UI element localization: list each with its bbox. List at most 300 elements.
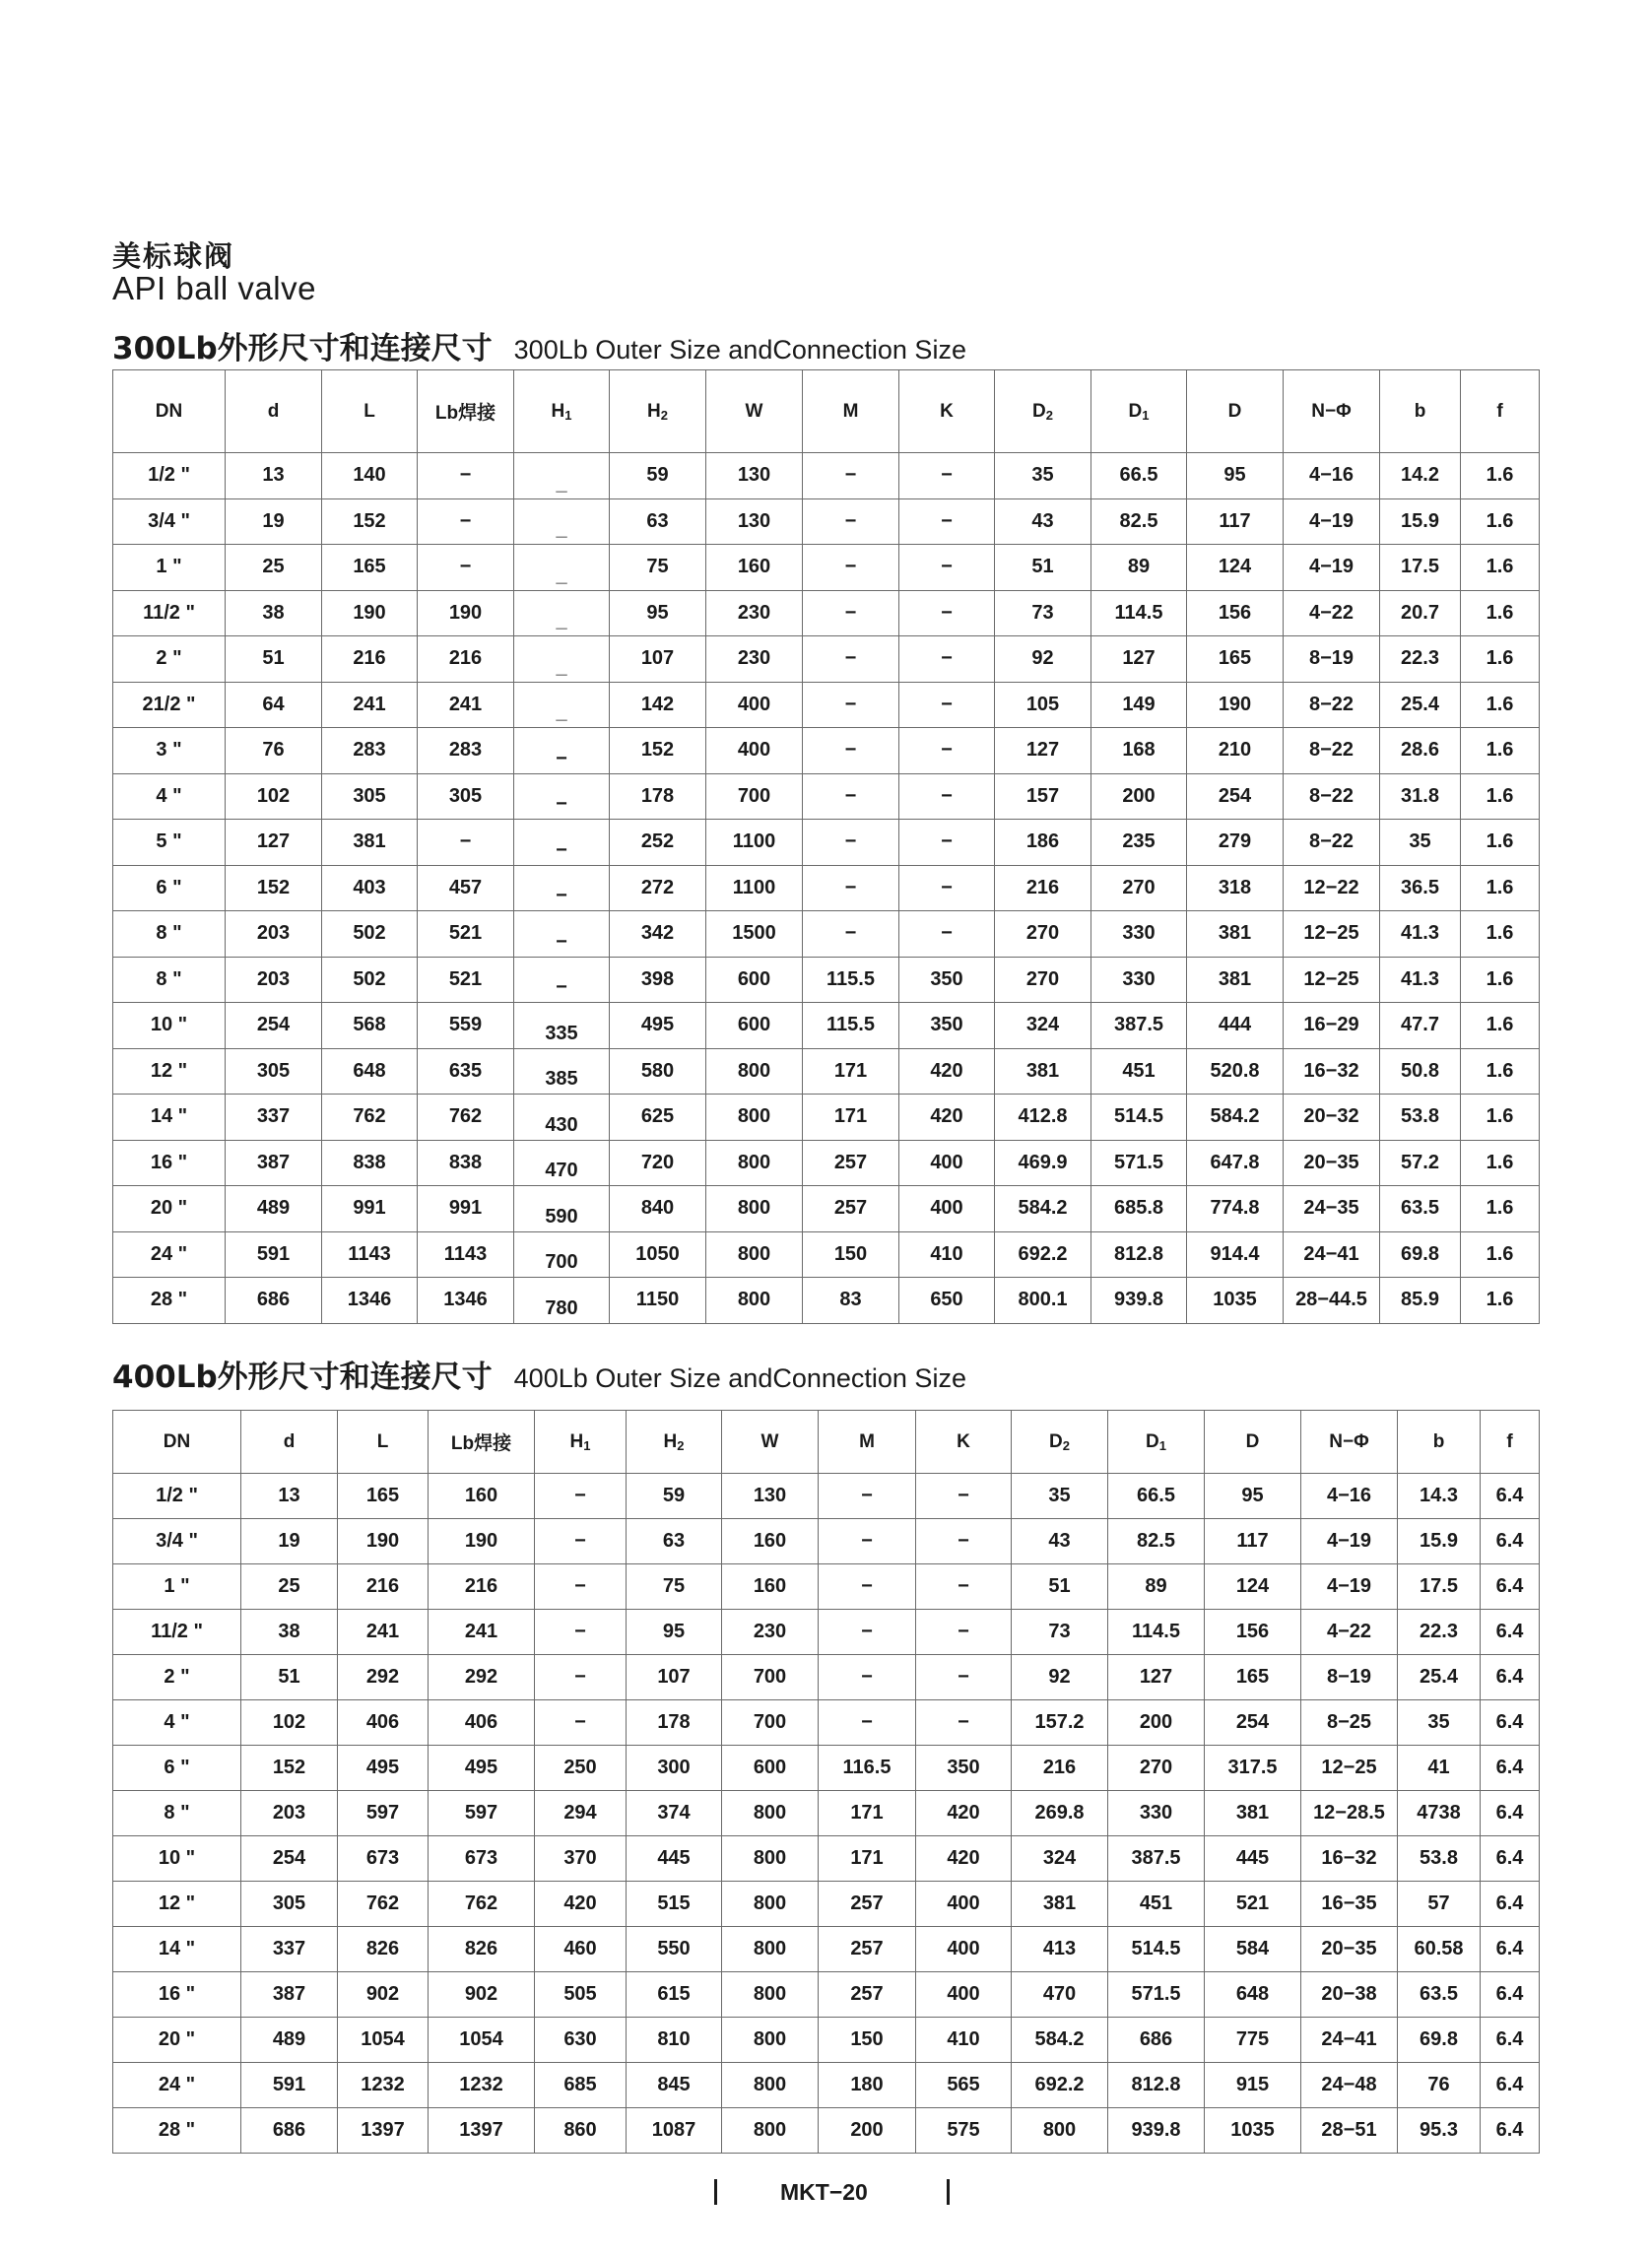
table-cell: 337 (226, 1095, 322, 1141)
table-cell: 8−22 (1284, 773, 1380, 820)
table-cell: 156 (1205, 1610, 1301, 1655)
header-d: d (226, 370, 322, 453)
table-cell: 250 (535, 1746, 627, 1791)
table-cell: − (803, 498, 899, 545)
table-cell: 31.8 (1380, 773, 1461, 820)
table-cell: 700 (514, 1231, 610, 1278)
table-cell: 24 " (113, 1231, 226, 1278)
table-cell: 630 (535, 2018, 627, 2063)
table-row (113, 1972, 1540, 2018)
table-row (113, 911, 1540, 958)
table-cell: 692.2 (1012, 2063, 1108, 2108)
table-cell: 235 (1091, 820, 1187, 866)
table-cell: 400 (899, 1186, 995, 1232)
table-cell: 514.5 (1091, 1095, 1187, 1141)
table-cell: 190 (429, 1519, 535, 1564)
table-cell: 800 (722, 1972, 819, 2018)
table-cell: 59 (610, 453, 706, 499)
table-cell: 13 (226, 453, 322, 499)
table-cell: 6.4 (1481, 1610, 1540, 1655)
table-cell: 6.4 (1481, 2063, 1540, 2108)
table-cell: _ (514, 682, 610, 728)
table-cell: − (899, 636, 995, 683)
table-cell: 1.6 (1461, 1003, 1540, 1049)
table-cell: 430 (514, 1095, 610, 1141)
table-cell: 12 " (113, 1882, 241, 1927)
table-cell: 774.8 (1187, 1186, 1284, 1232)
table-cell: 22.3 (1398, 1610, 1481, 1655)
table-cell: − (803, 636, 899, 683)
table-cell: 292 (429, 1655, 535, 1700)
header-d1 (1091, 370, 1187, 453)
table-cell: 28−51 (1301, 2108, 1398, 2154)
table-cell: 269.8 (1012, 1791, 1108, 1836)
header-d: d (241, 1411, 338, 1474)
table-cell: 230 (706, 590, 803, 636)
table-cell: 14 " (113, 1095, 226, 1141)
table-cell: 178 (627, 1700, 722, 1746)
table-cell: 38 (226, 590, 322, 636)
table-cell: 420 (899, 1095, 995, 1141)
table-cell: 252 (610, 820, 706, 866)
table-row (113, 1186, 1540, 1232)
header-k: K (916, 1411, 1012, 1474)
table-cell: 1.6 (1461, 682, 1540, 728)
table-cell: 381 (995, 1048, 1091, 1095)
table-cell: 505 (535, 1972, 627, 2018)
table-cell: 840 (610, 1186, 706, 1232)
table-cell: 60.58 (1398, 1927, 1481, 1972)
table-cell: 1.6 (1461, 1140, 1540, 1186)
table-cell: 20−35 (1301, 1927, 1398, 1972)
table-body (113, 453, 1540, 1324)
header-l: L (338, 1411, 429, 1474)
header-h1-base: H (551, 400, 565, 422)
table-cell: 107 (627, 1655, 722, 1700)
table-cell: 584.2 (1187, 1095, 1284, 1141)
table-cell: 25.4 (1380, 682, 1461, 728)
table-cell: 59 (627, 1474, 722, 1519)
table-cell: 41.3 (1380, 957, 1461, 1003)
table-cell: 73 (1012, 1610, 1108, 1655)
table-cell: 241 (418, 682, 514, 728)
header-d2 (995, 370, 1091, 453)
header-d1-base: D (1146, 1430, 1159, 1452)
table-cell: 800 (722, 2108, 819, 2154)
table-cell: − (803, 820, 899, 866)
table-cell: 95 (627, 1610, 722, 1655)
table-cell: 180 (819, 2063, 916, 2108)
table-cell: 398 (610, 957, 706, 1003)
table-row (113, 2108, 1540, 2154)
header-w: W (706, 370, 803, 453)
table-cell: 16−35 (1301, 1882, 1398, 1927)
table-cell: 105 (995, 682, 1091, 728)
table-cell: 165 (1205, 1655, 1301, 1700)
table-cell: 991 (418, 1186, 514, 1232)
table-cell: 470 (514, 1140, 610, 1186)
table-cell: 1035 (1187, 1278, 1284, 1324)
table-cell: 385 (514, 1048, 610, 1095)
table-cell: 270 (1108, 1746, 1205, 1791)
table-cell: 66.5 (1091, 453, 1187, 499)
table-cell: 8 " (113, 957, 226, 1003)
table-cell: − (899, 820, 995, 866)
table-cell: 20 " (113, 2018, 241, 2063)
table-row (113, 1882, 1540, 1927)
table-cell: 413 (1012, 1927, 1108, 1972)
table-row (113, 957, 1540, 1003)
table-cell: − (535, 1655, 627, 1700)
table-cell: 1087 (627, 2108, 722, 2154)
table-cell: 19 (241, 1519, 338, 1564)
table-body (113, 1474, 1540, 2154)
table-cell: 241 (429, 1610, 535, 1655)
table-cell: 8−22 (1284, 682, 1380, 728)
table-cell: 838 (418, 1140, 514, 1186)
table-cell: 152 (226, 865, 322, 911)
page-title-en: API ball valve (112, 270, 316, 306)
table-cell: 635 (418, 1048, 514, 1095)
table-cell: 600 (722, 1746, 819, 1791)
table-cell: 127 (1091, 636, 1187, 683)
table-cell: 720 (610, 1140, 706, 1186)
table-cell: − (916, 1610, 1012, 1655)
table-cell: 200 (1108, 1700, 1205, 1746)
table-cell: 12−25 (1284, 957, 1380, 1003)
table-cell: 1.6 (1461, 545, 1540, 591)
table-header-row (113, 370, 1540, 453)
table-cell: 1054 (429, 2018, 535, 2063)
table-cell: 130 (706, 498, 803, 545)
table-row (113, 1519, 1540, 1564)
table-cell: 800 (722, 1927, 819, 1972)
table-cell: 203 (226, 911, 322, 958)
header-f: f (1461, 370, 1540, 453)
table-cell: 648 (322, 1048, 418, 1095)
table-cell: 257 (803, 1186, 899, 1232)
table-cell: 28 " (113, 2108, 241, 2154)
table-cell: 559 (418, 1003, 514, 1049)
table-cell: 1150 (610, 1278, 706, 1324)
table-cell: 15.9 (1380, 498, 1461, 545)
table-cell: 127 (995, 728, 1091, 774)
table-cell: 35 (1398, 1700, 1481, 1746)
table-cell: 51 (995, 545, 1091, 591)
table-cell: 330 (1091, 957, 1187, 1003)
table-cell: 28.6 (1380, 728, 1461, 774)
table-cell: 374 (627, 1791, 722, 1836)
table-cell: 152 (241, 1746, 338, 1791)
table-cell: 69.8 (1380, 1231, 1461, 1278)
table-cell: 149 (1091, 682, 1187, 728)
table-cell: 571.5 (1091, 1140, 1187, 1186)
table-cell: 1.6 (1461, 498, 1540, 545)
table-cell: 270 (995, 957, 1091, 1003)
table-cell: 1/2 " (113, 1474, 241, 1519)
table-cell: 114.5 (1091, 590, 1187, 636)
table-cell: 1.6 (1461, 1048, 1540, 1095)
table-cell: 350 (899, 1003, 995, 1049)
table-cell: 1.6 (1461, 590, 1540, 636)
table-cell: _ (514, 636, 610, 683)
table-cell: 800 (722, 1882, 819, 1927)
table-cell: 12−22 (1284, 865, 1380, 911)
table-cell: 502 (322, 957, 418, 1003)
table-cell: 190 (1187, 682, 1284, 728)
table-cell: 420 (899, 1048, 995, 1095)
table-cell: − (418, 453, 514, 499)
section-title-en: 300Lb Outer Size andConnection Size (513, 335, 966, 365)
table-cell: 381 (1187, 911, 1284, 958)
table-cell: − (899, 773, 995, 820)
table-cell: 254 (241, 1836, 338, 1882)
table-cell: 575 (916, 2108, 1012, 2154)
table-row (113, 2063, 1540, 2108)
table-cell: 6.4 (1481, 1882, 1540, 1927)
table-cell: 381 (1205, 1791, 1301, 1836)
table-cell: − (819, 1474, 916, 1519)
footer-divider (714, 2179, 717, 2205)
table-cell: 775 (1205, 2018, 1301, 2063)
table-cell: 83 (803, 1278, 899, 1324)
table-cell: 47.7 (1380, 1003, 1461, 1049)
table-cell: 1035 (1205, 2108, 1301, 2154)
table-cell: − (899, 545, 995, 591)
table-cell: 216 (1012, 1746, 1108, 1791)
table-cell: 400 (899, 1140, 995, 1186)
table-cell: 1.6 (1461, 728, 1540, 774)
table-cell: 4−16 (1301, 1474, 1398, 1519)
table-cell: 1100 (706, 865, 803, 911)
table-cell: 75 (610, 545, 706, 591)
table-cell: 1.6 (1461, 911, 1540, 958)
table-cell: 305 (226, 1048, 322, 1095)
table-row (113, 1564, 1540, 1610)
table-cell: 403 (322, 865, 418, 911)
header-d1-sub: 1 (1142, 407, 1150, 423)
table-cell: 470 (1012, 1972, 1108, 2018)
table-cell: 342 (610, 911, 706, 958)
table-cell: 6 " (113, 1746, 241, 1791)
table-cell: 673 (338, 1836, 429, 1882)
table-cell: 4 " (113, 773, 226, 820)
table-cell: − (803, 865, 899, 911)
table-cell: 1.6 (1461, 1278, 1540, 1324)
table-cell: 257 (819, 1927, 916, 1972)
table-cell: 330 (1108, 1791, 1205, 1836)
table-cell: 254 (226, 1003, 322, 1049)
header-lb-weld: Lb焊接 (429, 1411, 535, 1474)
table-cell: 6.4 (1481, 2108, 1540, 2154)
table-cell: 168 (1091, 728, 1187, 774)
table-cell: 142 (610, 682, 706, 728)
table-cell: 1346 (322, 1278, 418, 1324)
table-cell: 35 (1380, 820, 1461, 866)
table-row (113, 1140, 1540, 1186)
table-cell: 521 (418, 911, 514, 958)
header-d2-base: D (1049, 1430, 1063, 1452)
header-flange-d: D (1205, 1411, 1301, 1474)
table-cell: 124 (1205, 1564, 1301, 1610)
table-cell: 4−19 (1301, 1519, 1398, 1564)
table-cell: 165 (322, 545, 418, 591)
table-row (113, 1746, 1540, 1791)
table-cell: 1100 (706, 820, 803, 866)
table-cell: 584.2 (1012, 2018, 1108, 2063)
table-cell: 130 (706, 453, 803, 499)
table-cell: 200 (819, 2108, 916, 2154)
table-cell: − (514, 773, 610, 820)
table-cell: 57.2 (1380, 1140, 1461, 1186)
footer-divider (947, 2179, 950, 2205)
table-cell: 445 (627, 1836, 722, 1882)
table-cell: 673 (429, 1836, 535, 1882)
table-cell: − (418, 498, 514, 545)
table-cell: 12−28.5 (1301, 1791, 1398, 1836)
table-cell: 6.4 (1481, 1474, 1540, 1519)
table-cell: − (803, 545, 899, 591)
table-cell: 8 " (113, 911, 226, 958)
table-cell: 600 (706, 957, 803, 1003)
header-flange-d: D (1187, 370, 1284, 453)
table-cell: 22.3 (1380, 636, 1461, 683)
header-h1-sub: 1 (583, 1437, 591, 1453)
table-cell: 762 (418, 1095, 514, 1141)
table-cell: 63.5 (1398, 1972, 1481, 2018)
table-row (113, 1791, 1540, 1836)
table-cell: 3/4 " (113, 1519, 241, 1564)
table-cell: 1.6 (1461, 820, 1540, 866)
table-cell: 1397 (429, 2108, 535, 2154)
table-cell: 157 (995, 773, 1091, 820)
table-cell: 580 (610, 1048, 706, 1095)
table-cell: 4−22 (1284, 590, 1380, 636)
table-cell: 1050 (610, 1231, 706, 1278)
table-cell: 257 (819, 1972, 916, 2018)
table-cell: 6.4 (1481, 1927, 1540, 1972)
table-cell: 387.5 (1091, 1003, 1187, 1049)
table-cell: − (916, 1474, 1012, 1519)
table-cell: 1.6 (1461, 1095, 1540, 1141)
table-cell: − (535, 1700, 627, 1746)
table-cell: 400 (706, 728, 803, 774)
table-cell: 160 (429, 1474, 535, 1519)
page-footer (0, 2179, 1652, 2209)
table-cell: 350 (899, 957, 995, 1003)
table-cell: 63 (610, 498, 706, 545)
table-cell: 406 (338, 1700, 429, 1746)
table-cell: 939.8 (1091, 1278, 1187, 1324)
table-cell: 762 (338, 1882, 429, 1927)
table-cell: − (535, 1519, 627, 1564)
table-cell: 171 (819, 1791, 916, 1836)
table-cell: 939.8 (1108, 2108, 1205, 2154)
table-cell: 95.3 (1398, 2108, 1481, 2154)
table-cell: − (916, 1564, 1012, 1610)
header-n-phi: N−Φ (1301, 1411, 1398, 1474)
table-cell: 762 (429, 1882, 535, 1927)
table-cell: − (803, 911, 899, 958)
table-cell: 160 (722, 1519, 819, 1564)
section-title-cn: 400Lb外形尺寸和连接尺寸 (112, 1360, 493, 1395)
table-cell: 127 (226, 820, 322, 866)
table-cell: 190 (322, 590, 418, 636)
table-cell: 10 " (113, 1836, 241, 1882)
table-cell: 6.4 (1481, 1519, 1540, 1564)
table-cell: 8−22 (1284, 728, 1380, 774)
table-cell: 521 (418, 957, 514, 1003)
table-cell: 95 (1187, 453, 1284, 499)
table-cell: 8−19 (1301, 1655, 1398, 1700)
section-title-cn: 300Lb外形尺寸和连接尺寸 (112, 331, 493, 366)
table-cell: 568 (322, 1003, 418, 1049)
table-cell: 178 (610, 773, 706, 820)
table-cell: 381 (322, 820, 418, 866)
table-cell: 381 (1012, 1882, 1108, 1927)
table-cell: 305 (241, 1882, 338, 1927)
header-w: W (722, 1411, 819, 1474)
table-cell: 800.1 (995, 1278, 1091, 1324)
table-row (113, 1095, 1540, 1141)
header-d1-base: D (1128, 400, 1143, 422)
table-cell: 800 (706, 1186, 803, 1232)
table-cell: 460 (535, 1927, 627, 1972)
section-title-en: 400Lb Outer Size andConnection Size (513, 1363, 966, 1393)
table-cell: 157.2 (1012, 1700, 1108, 1746)
table-header-row (113, 1411, 1540, 1474)
table-cell: 124 (1187, 545, 1284, 591)
table-cell: 35 (1012, 1474, 1108, 1519)
table-cell: 272 (610, 865, 706, 911)
table-cell: 63 (627, 1519, 722, 1564)
table-cell: 82.5 (1108, 1519, 1205, 1564)
table-row (113, 2018, 1540, 2063)
header-d1-sub: 1 (1158, 1437, 1166, 1453)
table-cell: 150 (819, 2018, 916, 2063)
table-cell: 140 (322, 453, 418, 499)
page-title-cn: 美标球阀 (112, 239, 235, 273)
table-cell: 685.8 (1091, 1186, 1187, 1232)
table-cell: 3/4 " (113, 498, 226, 545)
table-cell: − (418, 545, 514, 591)
table-cell: − (514, 957, 610, 1003)
table-cell: 387 (226, 1140, 322, 1186)
table-cell: 200 (1091, 773, 1187, 820)
table-cell: 150 (803, 1231, 899, 1278)
table-cell: 107 (610, 636, 706, 683)
table-cell: 700 (722, 1655, 819, 1700)
table-cell: 115.5 (803, 957, 899, 1003)
table-cell: 11/2 " (113, 590, 226, 636)
table-cell: 216 (429, 1564, 535, 1610)
table-row (113, 1474, 1540, 1519)
table-cell: − (899, 728, 995, 774)
section-400lb-title (112, 1352, 966, 1396)
table-cell: − (899, 498, 995, 545)
table-cell: 75 (627, 1564, 722, 1610)
table-cell: − (819, 1700, 916, 1746)
table-cell: 700 (722, 1700, 819, 1746)
table-cell: 597 (429, 1791, 535, 1836)
table-cell: 25 (226, 545, 322, 591)
table-cell: 700 (706, 773, 803, 820)
table-cell: 102 (226, 773, 322, 820)
table-cell: 914.4 (1187, 1231, 1284, 1278)
table-cell: 495 (610, 1003, 706, 1049)
table-cell: 28 " (113, 1278, 226, 1324)
table-cell: 400 (916, 1927, 1012, 1972)
